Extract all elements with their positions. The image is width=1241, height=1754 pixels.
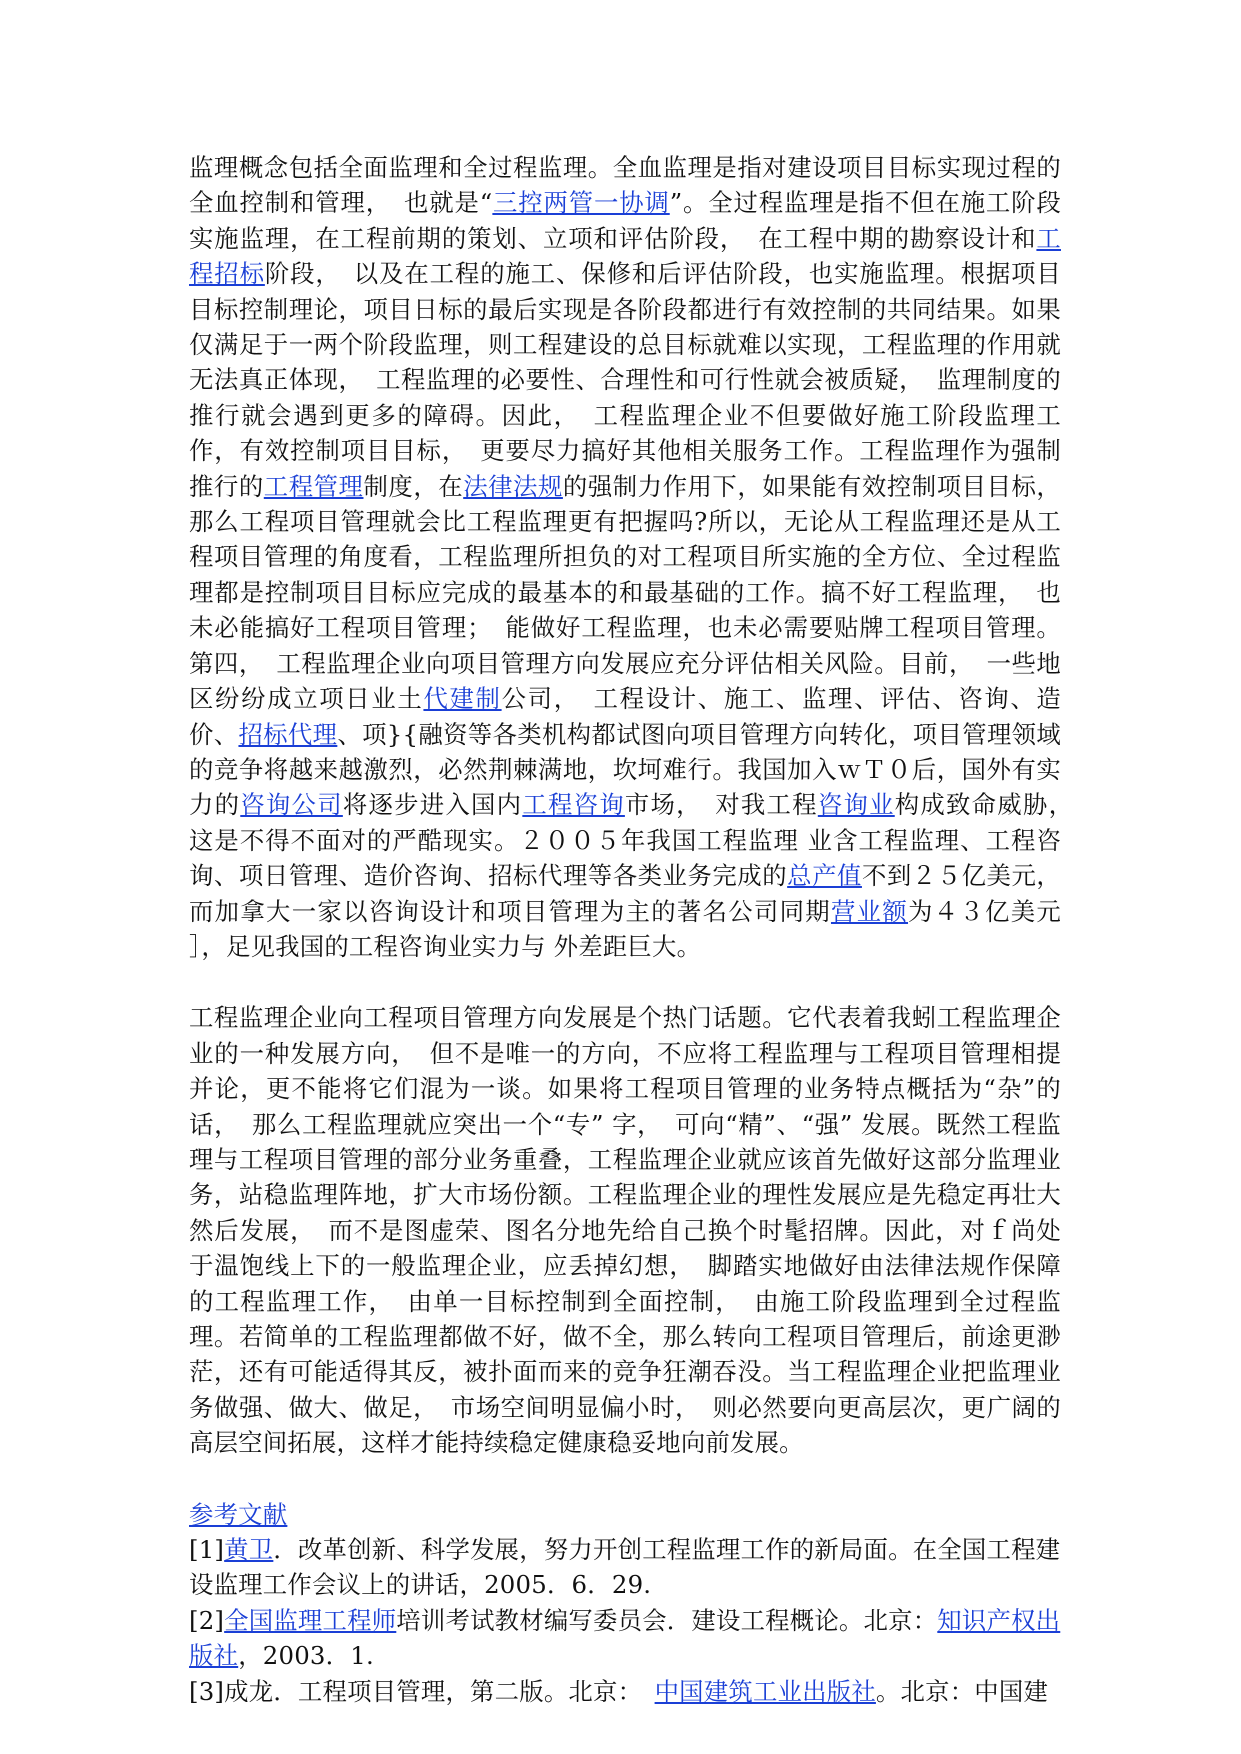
inline-link[interactable]: 工程招标: [189, 223, 1061, 289]
references-heading[interactable]: [189, 1497, 1061, 1532]
text-run: 培训考试教材编写委员会．建设工程概论。北京：: [396, 1605, 938, 1635]
reference-1: [189, 1532, 1061, 1603]
inline-link[interactable]: 中国建筑工业出版社: [654, 1676, 876, 1706]
text-run: 不到２５亿美元，而加拿大一家以咨询设计和项目管理为主的著名公司同期: [189, 861, 1061, 926]
paragraph-spacer: [189, 1461, 1061, 1497]
paragraph-1: [189, 150, 1086, 964]
paragraph-spacer: [189, 964, 1061, 1000]
inline-link[interactable]: 工程咨询: [522, 790, 625, 820]
text-run: 将逐步进入国内: [342, 790, 523, 820]
text-run: ，2003．1.: [238, 1641, 374, 1671]
inline-link[interactable]: 工程管理: [263, 471, 364, 501]
document-page: [189, 150, 1086, 1709]
paragraph-2: 工程监理企业向工程项目管理方向发展是个热门话题。它代表着我蚓工程监理企业的一种发展方向， 但不是唯一的方向，不应将工程监理与工程项目管理相提并论，更不能将它们混为一谈。如果将工程项目管理的业务特点概括为“杂”的话， 那么工程监理就应突出一个“专” 字， 可向“精”、“强” 发展。既然工程监理与工程项目管理的部分业务重叠，工程监理企业就应该首先做好这部分监理业务，站稳监理阵地，扩大市场份额。工程监理企业的理性发展应是先稳定再壮大然后发展， 而不是图虚荣、图名分地先给自己换个时髦招牌。因此，对ｆ尚处于温饱线上下的一般监理企业，应丢掉幻想， 脚踏实地做好由法律法规作保障的工程监理工作， 由单一目标控制到全面控制， 由施工阶段监理到全过程监理。若简单的工程监理都做不好，做不全，那么转向工程项目管理后，前途更渺茫，还有可能适得其反，被扑面而来的竞争狂潮吞没。当工程监理企业把监理业务做强、做大、做足， 市场空间明显偏小时， 则必然要向更高层次，更广阔的高层空间拓展，这样才能持续稳定健康稳妥地向前发展。: [189, 1003, 1061, 1458]
reference-3: [189, 1674, 1061, 1709]
inline-link[interactable]: 咨询公司: [240, 790, 343, 820]
inline-link[interactable]: 总产值: [787, 861, 862, 891]
text-run: [2]: [189, 1605, 225, 1635]
inline-link[interactable]: 代建制: [423, 684, 502, 714]
inline-link[interactable]: 法律法规: [463, 471, 563, 501]
inline-link[interactable]: 招标代理: [238, 719, 338, 749]
inline-link[interactable]: 全国监理工程师: [224, 1605, 397, 1635]
text-run: [1]: [189, 1535, 225, 1565]
text-run: 构成致命威胁， 这是不得不面对的严酷现实。２００５年我国工程监理 业含工程监理、工程咨询、项日管理、造价咨询、招标代理等各类业务完成的: [189, 790, 1086, 891]
inline-link[interactable]: 知识产权出版社: [189, 1605, 1061, 1671]
text-run: 制度，在: [363, 471, 464, 501]
text-run: 的强制力作用下，如果能有效控制项目目标，那么工程项目管理就会比工程监理更有把握吗?所以，无论从工程监理还是从工程项目管理的角度看，工程监理所担负的对工程项目所实施的全方位、全过程监理都是控制项目目标应完成的最基本的和最基础的工作。搞不好工程监理， 也未必能搞好工程项目管理； 能做好工程监理，也未必需要贴牌工程项目管理。第四， 工程监理企业向项目管理方向发展应充分评估相关风险。目前， 一些地区纷纷成立项日业土: [189, 471, 1062, 714]
text-run: 。北京：中国建: [875, 1676, 1049, 1706]
inline-link[interactable]: 三控两管一协调: [492, 188, 670, 218]
text-run: ．改革创新、科学发展，努力开创工程监理工作的新局面。在全国工程建设监理工作会议上的讲话，2005．6．29.: [189, 1535, 1061, 1600]
inline-link[interactable]: 黄卫: [224, 1535, 274, 1565]
text-run: 、项}{融资等各类机构都试图向项目管理方向转化，项目管理领域的竞争将越来越激烈，必然荆棘满地，坎坷难行。我国加入ｗＴ０后，国外有实力的: [189, 719, 1061, 820]
text-run: 为４３亿美元 ］，足见我国的工程咨询业实力与 外差距巨大。: [189, 896, 1061, 961]
reference-2: [189, 1603, 1061, 1674]
text-run: ”。全过程监理是指不但在施工阶段实施监理，在工程前期的策划、立项和评估阶段， 在工程中期的勘察设计和: [189, 188, 1062, 253]
inline-link[interactable]: 咨询业: [817, 790, 895, 820]
text-run: [3]成龙．工程项目管理，第二版。北京：: [189, 1676, 655, 1706]
inline-link[interactable]: 营业额: [830, 896, 909, 926]
text-run: 市场， 对我工程: [624, 790, 818, 820]
text-run: 监理概念包括全面监理和全过程监理。全血监理是指对建设项目目标实现过程的全血控制和管理， 也就是“: [189, 153, 1061, 218]
references-heading-link[interactable]: 参考文献: [189, 1499, 288, 1529]
text-run: 公司， 工程设计、施工、监理、评估、咨询、造价、: [189, 684, 1061, 749]
text-run: 阶段， 以及在工程的施工、保修和后评估阶段，也实施监理。根据项目目标控制理论，项目日标的最后实现是各阶段都进行有效控制的共同结果。如果仅满足于一两个阶段监理，则工程建设的总目标就难以实现，工程监理的作用就无法真正体现， 工程监理的必要性、合理性和可行性就会被质疑， 监理制度的推行就会遇到更多的障碍。因此， 工程监理企业不但要做好施工阶段监理工作，有效控制项目目标， 更要尽力搞好其他相关服务工作。工程监理作为强制推行的: [189, 259, 1062, 501]
